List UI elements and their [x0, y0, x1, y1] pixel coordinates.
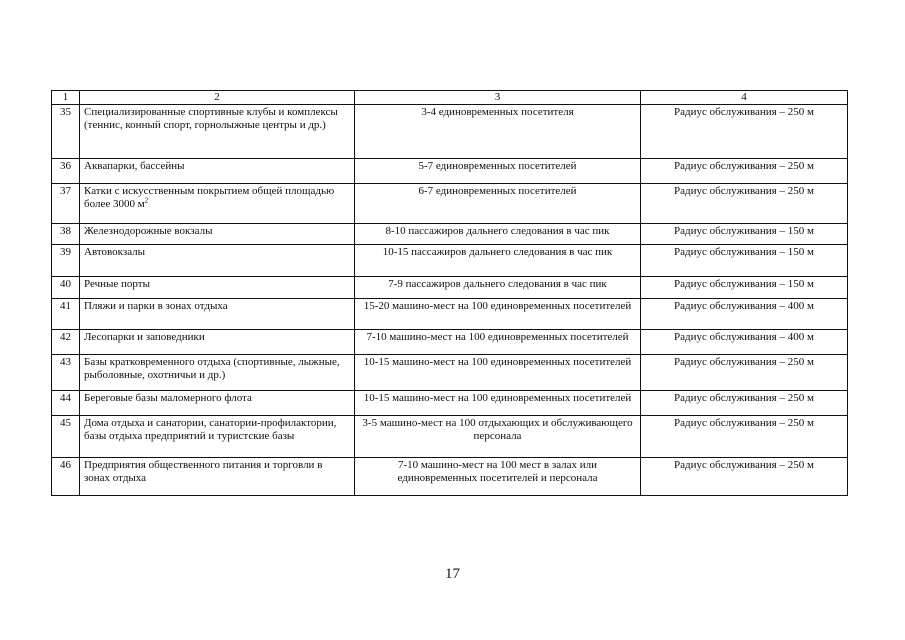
row-number: 42 — [52, 330, 80, 355]
row-object: Базы кратковременного отдыха (спортивные, лыжные, рыболовные, охотничьи и др.) — [80, 355, 355, 391]
header-col-4: 4 — [641, 91, 848, 105]
row-radius: Радиус обслуживания – 250 м — [641, 159, 848, 184]
row-norm: 3-4 единовременных посетителя — [355, 105, 641, 159]
row-norm: 7-10 машино-мест на 100 мест в залах или единовременных посетителей и персонала — [355, 458, 641, 496]
row-object: Железнодорожные вокзалы — [80, 224, 355, 245]
row-radius: Радиус обслуживания – 250 м — [641, 391, 848, 416]
table-row — [52, 391, 848, 416]
header-col-1: 1 — [52, 91, 80, 105]
row-radius: Радиус обслуживания – 250 м — [641, 184, 848, 224]
table-row — [52, 105, 848, 159]
row-number: 45 — [52, 416, 80, 458]
row-radius: Радиус обслуживания – 250 м — [641, 416, 848, 458]
table-row — [52, 299, 848, 330]
page-number: 17 — [445, 566, 460, 582]
row-radius: Радиус обслуживания – 400 м — [641, 330, 848, 355]
row-norm: 7-9 пассажиров дальнего следования в час пик — [355, 277, 641, 299]
row-number: 40 — [52, 277, 80, 299]
norms-table — [51, 90, 848, 496]
table-row — [52, 355, 848, 391]
table-row — [52, 416, 848, 458]
row-object: Аквапарки, бассейны — [80, 159, 355, 184]
row-object: Дома отдыха и санатории, санатории-профилактории, базы отдыха предприятий и туристские базы — [80, 416, 355, 458]
table-header-row — [52, 91, 848, 105]
row-object — [80, 184, 355, 224]
header-col-2: 2 — [80, 91, 355, 105]
row-number: 35 — [52, 105, 80, 159]
row-radius: Радиус обслуживания – 150 м — [641, 224, 848, 245]
row-object: Специализированные спортивные клубы и комплексы (теннис, конный спорт, горнолыжные центры и др.) — [80, 105, 355, 159]
table-row — [52, 330, 848, 355]
row-object-text: Катки с искусственным покрытием общей площадью более 3000 м — [84, 185, 335, 210]
table-row — [52, 245, 848, 277]
row-number: 43 — [52, 355, 80, 391]
row-number: 46 — [52, 458, 80, 496]
row-number: 36 — [52, 159, 80, 184]
row-norm: 10-15 пассажиров дальнего следования в час пик — [355, 245, 641, 277]
row-norm: 10-15 машино-мест на 100 единовременных посетителей — [355, 391, 641, 416]
header-col-3: 3 — [355, 91, 641, 105]
row-norm: 7-10 машино-мест на 100 единовременных посетителей — [355, 330, 641, 355]
row-number: 39 — [52, 245, 80, 277]
table-row — [52, 224, 848, 245]
row-radius: Радиус обслуживания – 150 м — [641, 277, 848, 299]
row-norm: 8-10 пассажиров дальнего следования в час пик — [355, 224, 641, 245]
row-object: Береговые базы маломерного флота — [80, 391, 355, 416]
row-number: 44 — [52, 391, 80, 416]
row-object: Речные порты — [80, 277, 355, 299]
row-object: Лесопарки и заповедники — [80, 330, 355, 355]
row-norm: 10-15 машино-мест на 100 единовременных посетителей — [355, 355, 641, 391]
table-row — [52, 159, 848, 184]
row-radius: Радиус обслуживания – 250 м — [641, 355, 848, 391]
superscript: 2 — [144, 196, 149, 205]
row-norm: 6-7 единовременных посетителей — [355, 184, 641, 224]
table-row — [52, 458, 848, 496]
row-radius: Радиус обслуживания – 400 м — [641, 299, 848, 330]
row-norm: 15-20 машино-мест на 100 единовременных посетителей — [355, 299, 641, 330]
row-radius: Радиус обслуживания – 250 м — [641, 105, 848, 159]
table-row — [52, 277, 848, 299]
row-object: Автовокзалы — [80, 245, 355, 277]
row-radius: Радиус обслуживания – 150 м — [641, 245, 848, 277]
row-radius: Радиус обслуживания – 250 м — [641, 458, 848, 496]
row-number: 38 — [52, 224, 80, 245]
row-norm: 5-7 единовременных посетителей — [355, 159, 641, 184]
row-object: Предприятия общественного питания и торговли в зонах отдыха — [80, 458, 355, 496]
row-number: 37 — [52, 184, 80, 224]
row-object: Пляжи и парки в зонах отдыха — [80, 299, 355, 330]
table-row — [52, 184, 848, 224]
row-number: 41 — [52, 299, 80, 330]
row-norm: 3-5 машино-мест на 100 отдыхающих и обслуживающего персонала — [355, 416, 641, 458]
